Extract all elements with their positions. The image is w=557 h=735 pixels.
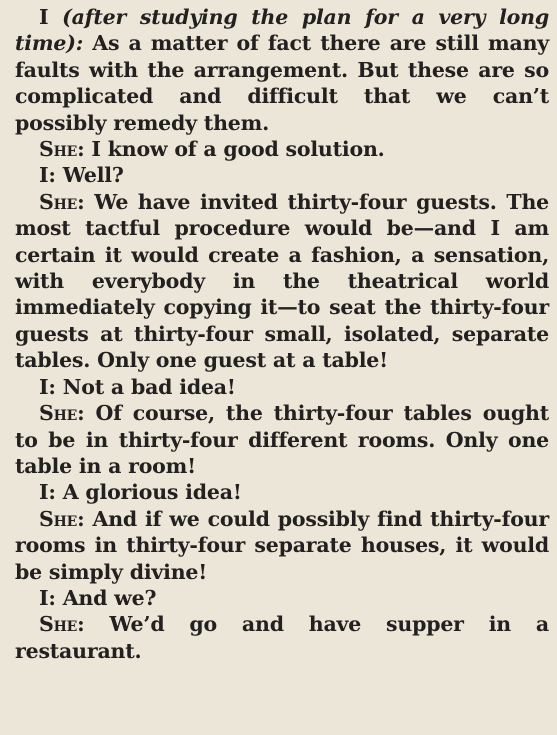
dialogue-paragraph [15, 189, 549, 374]
speaker-label: She: [39, 506, 85, 531]
dialogue-text: Not a bad idea! [62, 374, 236, 399]
speaker-label: I: [39, 585, 56, 610]
speaker-label: She: [39, 612, 85, 637]
dialogue-text: And if we could possibly find thirty-four rooms in thirty-four separate houses, it would be simply divine! [15, 506, 549, 584]
dialogue-paragraph [15, 479, 549, 505]
speaker-label: I [39, 5, 49, 29]
dialogue-text: As a matter of fact there are still many faults with the arrangement. But these are so complicated and difficult that we can’t possibly remedy them. [15, 31, 549, 135]
dialogue-text: We have invited thirty-four guests. The most tactful procedure would be—and I am certain it would create a fashion, a sensation, with everybody in the theatrical world immediately copying it—to seat the thirty-four guests at thirty-four small, isolated, separate tables. Only one guest at a table! [15, 189, 549, 373]
speaker-label: She: [39, 189, 85, 214]
dialogue-text: And we? [62, 585, 157, 610]
speaker-label: She: [39, 137, 85, 162]
dialogue-paragraph [15, 585, 549, 611]
dialogue-paragraph [15, 506, 549, 585]
speaker-label: I: [39, 374, 56, 399]
dialogue-paragraph [15, 374, 549, 400]
speaker-label: I: [39, 163, 56, 188]
dialogue-text: We’d go and have supper in a restaurant. [15, 612, 549, 663]
dialogue-text: I know of a good solution. [91, 137, 385, 162]
dialogue-text: A glorious idea! [62, 480, 242, 505]
stage-direction: (after studying the plan for a very long time): [15, 5, 549, 56]
dialogue-paragraph [15, 611, 549, 664]
speaker-label: She: [39, 401, 85, 426]
dialogue-text: Of course, the thirty-four tables ought to be in thirty-four different rooms. Only one table in a room! [15, 401, 550, 478]
dialogue-paragraph [15, 4, 549, 136]
dialogue-paragraph [15, 400, 549, 479]
dialogue-paragraph [15, 136, 549, 162]
dialogue-text: Well? [62, 163, 124, 188]
speaker-label: I: [39, 480, 56, 505]
dialogue-paragraph [15, 162, 549, 188]
